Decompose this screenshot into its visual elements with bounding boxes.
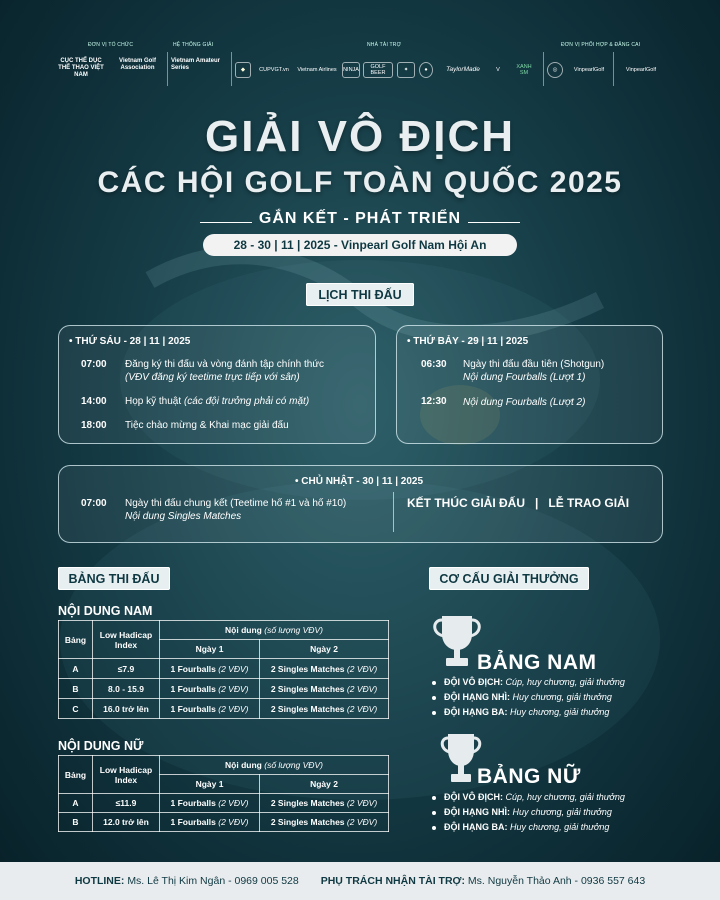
- logo-divider: [613, 52, 614, 86]
- cell-index: 8.0 - 15.9: [93, 679, 160, 699]
- sunday-day: • CHỦ NHẬT - 30 | 11 | 2025: [295, 476, 424, 487]
- cell-day1: 1 Fourballs (2 VĐV): [160, 659, 260, 679]
- prize-row: ĐỘI VÔ ĐỊCH: Cúp, huy chương, giải thưởng: [432, 677, 625, 687]
- men-bracket-table: [58, 620, 389, 719]
- footer: [0, 862, 720, 900]
- col-index: Low Hadicap Index: [93, 756, 160, 794]
- organizer-logo-1: CỤC THỂ DỤC THỂ THAO VIỆT NAM: [58, 58, 104, 78]
- sponsor-logo-bar: [55, 42, 667, 90]
- saturday-card: [396, 325, 663, 444]
- sponsor-logo-cupvgt: CUPVGT.vn: [259, 67, 289, 73]
- trophy-icon: [430, 612, 484, 670]
- schedule-event: Họp kỹ thuật (các đội trưởng phải có mặt): [125, 396, 310, 407]
- col-day1: Ngày 1: [160, 775, 260, 794]
- sponsor-logo-xanh-sm: XANH SM: [516, 64, 532, 76]
- system-logo: Vietnam Amateur Series: [171, 58, 221, 71]
- prize-row: ĐỘI HẠNG NHÌ: Huy chương, giải thưởng: [432, 692, 612, 702]
- table-row: [59, 813, 389, 832]
- partner-label: ĐƠN VỊ PHỐI HỢP & ĐĂNG CAI: [561, 42, 641, 48]
- col-content: Nội dung (số lượng VĐV): [160, 621, 389, 640]
- schedule-time: 07:00: [81, 359, 107, 370]
- prize-row: ĐỘI HẠNG NHÌ: Huy chương, giải thưởng: [432, 807, 612, 817]
- closing-text: KẾT THÚC GIẢI ĐẤU | LỄ TRAO GIẢI: [407, 496, 630, 510]
- cell-day2: 2 Singles Matches (2 VĐV): [260, 659, 389, 679]
- women-bracket-table: [58, 755, 389, 832]
- sunday-card: [58, 465, 663, 543]
- card-divider: [393, 492, 394, 532]
- main-title: GIẢI VÔ ĐỊCH: [204, 112, 516, 161]
- cell-index: ≤7.9: [93, 659, 160, 679]
- schedule-event: Đăng ký thi đấu và vòng đánh tập chính thức (VĐV đăng ký teetime trực tiếp với sân): [125, 359, 325, 383]
- schedule-time: 06:30: [421, 359, 447, 370]
- friday-card: [58, 325, 376, 444]
- schedule-event: Nội dung Fourballs (Lượt 2): [463, 397, 586, 408]
- table-row: [59, 679, 389, 699]
- col-content: Nội dung (số lượng VĐV): [160, 756, 389, 775]
- organizer-logo-2: Vietnam Golf Association: [119, 58, 156, 71]
- cell-day2: 2 Singles Matches (2 VĐV): [260, 679, 389, 699]
- prizes-heading: CƠ CẤU GIẢI THƯỞNG: [429, 567, 589, 590]
- cell-index: 16.0 trở lên: [93, 699, 160, 719]
- prize-row: ĐỘI HẠNG BA: Huy chương, giải thưởng: [432, 707, 609, 717]
- women-prize-title: BẢNG NỮ: [477, 765, 581, 788]
- schedule-time: 07:00: [81, 498, 107, 509]
- subtitle: CÁC HỘI GOLF TOÀN QUỐC 2025: [97, 166, 623, 199]
- sponsor-round-icon: ●: [419, 62, 433, 78]
- hotline: HOTLINE: Ms. Lê Thị Kim Ngân - 0969 005 528: [74, 875, 299, 887]
- sponsor-logo-taylormade: TaylorMade: [446, 66, 480, 73]
- schedule-event: Ngày thi đấu đầu tiên (Shotgun) Nội dung Fourballs (Lượt 1): [463, 359, 605, 383]
- schedule-time: 14:00: [81, 396, 107, 407]
- cell-bang: B: [59, 679, 93, 699]
- friday-day: • THỨ SÁU - 28 | 11 | 2025: [69, 336, 191, 347]
- col-bang: Bảng: [59, 621, 93, 659]
- table-row: [59, 699, 389, 719]
- sponsor-badge-icon: ✦: [397, 62, 415, 78]
- logo-divider: [231, 52, 232, 86]
- saturday-day: • THỨ BẢY - 29 | 11 | 2025: [407, 336, 529, 347]
- slogan: GẮN KẾT - PHÁT TRIỂN: [258, 210, 462, 227]
- men-prize-title: BẢNG NAM: [477, 651, 597, 674]
- cell-bang: A: [59, 659, 93, 679]
- cell-bang: A: [59, 794, 93, 813]
- logo-divider: [167, 52, 168, 86]
- cell-index: 12.0 trở lên: [93, 813, 160, 832]
- partner-emblem-icon: ◎: [547, 62, 563, 78]
- cell-index: ≤11.9: [93, 794, 160, 813]
- sponsor-logo-golf-beer: GOLF BEER: [363, 62, 393, 78]
- date-venue-pill: 28 - 30 | 11 | 2025 - Vinpearl Golf Nam Hội An: [203, 234, 517, 256]
- prize-row: ĐỘI VÔ ĐỊCH: Cúp, huy chương, giải thưởng: [432, 792, 625, 802]
- cell-day1: 1 Fourballs (2 VĐV): [160, 794, 260, 813]
- table-row: [59, 659, 389, 679]
- sponsor-v-icon: V: [496, 67, 500, 73]
- organizer-label: ĐƠN VỊ TỔ CHỨC: [88, 42, 134, 48]
- brackets-heading: BẢNG THI ĐẤU: [58, 567, 170, 590]
- cell-day1: 1 Fourballs (2 VĐV): [160, 699, 260, 719]
- cell-bang: C: [59, 699, 93, 719]
- slogan-line-right: [468, 222, 520, 223]
- men-bracket-title: NỘI DUNG NAM: [58, 604, 153, 618]
- women-bracket-title: NỘI DUNG NỮ: [58, 739, 144, 753]
- cell-day2: 2 Singles Matches (2 VĐV): [260, 813, 389, 832]
- sponsor-logo-vietnam-airlines: Vietnam Airlines: [297, 67, 337, 73]
- col-bang: Bảng: [59, 756, 93, 794]
- col-day2: Ngày 2: [260, 640, 389, 659]
- col-index: Low Hadicap Index: [93, 621, 160, 659]
- schedule-heading: LỊCH THI ĐẤU: [306, 283, 414, 306]
- cell-day2: 2 Singles Matches (2 VĐV): [260, 699, 389, 719]
- sponsor-logo-ninja: NINJA: [342, 62, 360, 78]
- sponsor-contact: PHỤ TRÁCH NHẬN TÀI TRỢ: Ms. Nguyễn Thảo Anh - 0936 557 643: [320, 875, 646, 887]
- logo-divider: [543, 52, 544, 86]
- schedule-time: 12:30: [421, 396, 447, 407]
- table-row: [59, 794, 389, 813]
- col-day2: Ngày 2: [260, 775, 389, 794]
- cell-day1: 1 Fourballs (2 VĐV): [160, 813, 260, 832]
- schedule-event: Ngày thi đấu chung kết (Teetime hố #1 và hố #10) Nội dung Singles Matches: [125, 498, 347, 522]
- schedule-event: Tiệc chào mừng & Khai mạc giải đấu: [125, 420, 289, 431]
- shield-icon: ◆: [235, 62, 251, 78]
- sponsor-label: NHÀ TÀI TRỢ: [367, 42, 402, 48]
- partner-logo-1: VinpearlGolf: [573, 67, 605, 73]
- prize-row: ĐỘI HẠNG BA: Huy chương, giải thưởng: [432, 822, 609, 832]
- partner-logo-2: VinpearlGolf: [625, 67, 657, 73]
- col-day1: Ngày 1: [160, 640, 260, 659]
- cell-bang: B: [59, 813, 93, 832]
- system-label: HỆ THỐNG GIẢI: [173, 42, 214, 48]
- cell-day1: 1 Fourballs (2 VĐV): [160, 679, 260, 699]
- cell-day2: 2 Singles Matches (2 VĐV): [260, 794, 389, 813]
- schedule-time: 18:00: [81, 420, 107, 431]
